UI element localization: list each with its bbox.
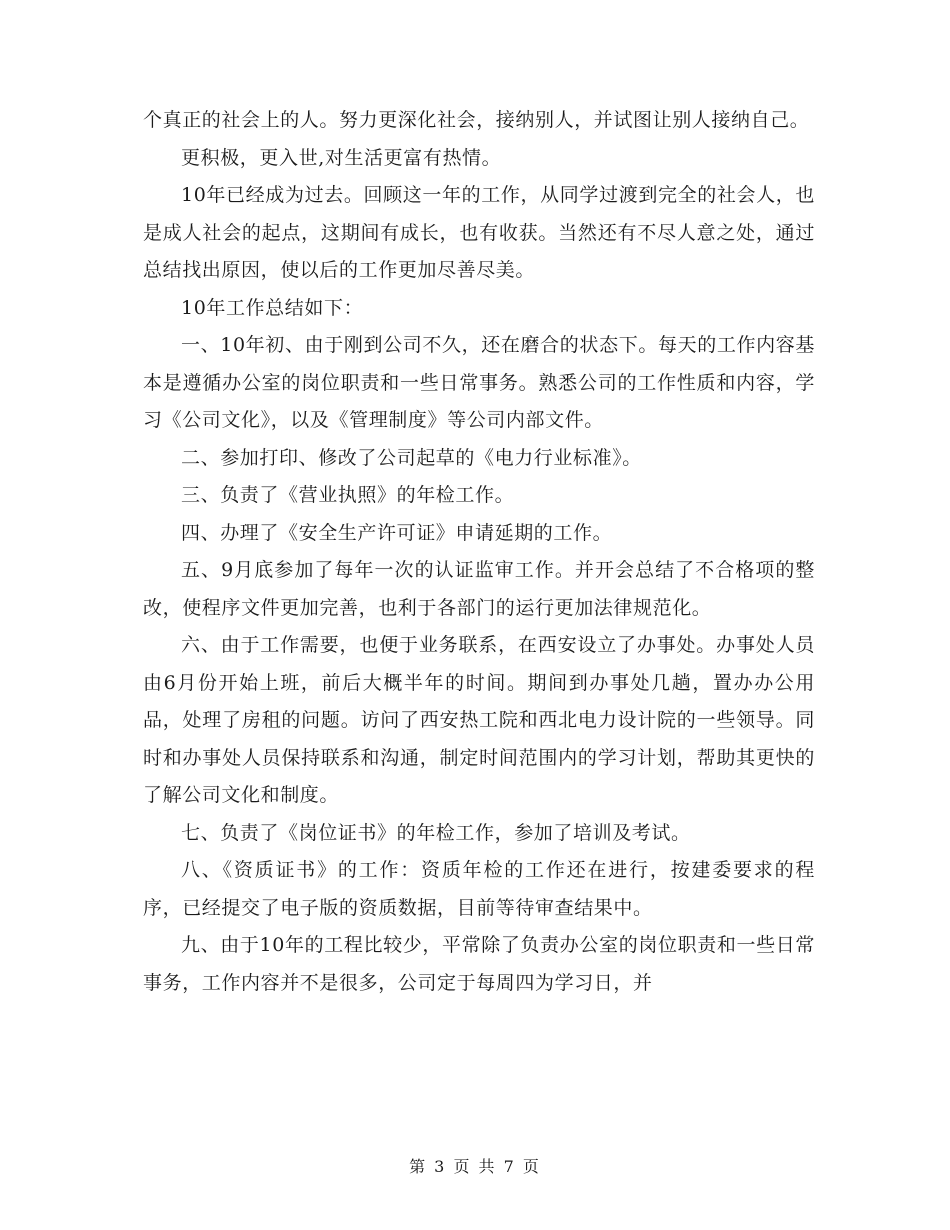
paragraph: 更积极，更入世,对生活更富有热情。 <box>181 146 502 169</box>
paragraph: 10年已经成为过去。回顾这一年的工作，从同学过渡到完全的社会人，也是成人社会的起点，这期间有成长，也有收获。当然还有不尽人意之处，通过总结找出原因，使以后的工作更加尽善尽美。 <box>143 184 815 281</box>
paragraph: 五、9月底参加了每年一次的认证监审工作。并开会总结了不合格项的整改，使程序文件更加完善，也利于各部门的运行更加法律规范化。 <box>143 559 815 619</box>
paragraph: 九、由于10年的工程比较少，平常除了负责办公室的岗位职责和一些日常事务，工作内容并不是很多，公司定于每周四为学习日，并 <box>143 934 815 994</box>
paragraph: 四、办理了《安全生产许可证》申请延期的工作。 <box>181 521 613 544</box>
document-body <box>143 102 815 1002</box>
page-footer <box>0 1154 950 1177</box>
page-number-label: 第 3 页 共 7 页 <box>409 1157 541 1176</box>
paragraph: 六、由于工作需要，也便于业务联系，在西安设立了办事处。办事处人员由6月份开始上班，前后大概半年的时间。期间到办事处几趟，置办办公用品，处理了房租的问题。访问了西安热工院和西北电力设计院的一些领导。同时和办事处人员保持联系和沟通，制定时间范围内的学习计划，帮助其更快的了解公司文化和制度。 <box>143 634 815 806</box>
paragraph: 七、负责了《岗位证书》的年检工作，参加了培训及考试。 <box>181 821 691 844</box>
paragraph: 二、参加打印、修改了公司起草的《电力行业标准》。 <box>181 446 642 469</box>
paragraph: 10年工作总结如下： <box>181 296 364 319</box>
paragraph: 一、10年初、由于刚到公司不久，还在磨合的状态下。每天的工作内容基本是遵循办公室的岗位职责和一些日常事务。熟悉公司的工作性质和内容，学习《公司文化》，以及《管理制度》等公司内部文件。 <box>143 334 815 431</box>
paragraph: 八、《资质证书》的工作：资质年检的工作还在进行，按建委要求的程序，已经提交了电子版的资质数据，目前等待审查结果中。 <box>143 859 815 919</box>
paragraph: 个真正的社会上的人。努力更深化社会，接纳别人，并试图让别人接纳自己。 <box>143 109 810 131</box>
paragraph: 三、负责了《营业执照》的年检工作。 <box>181 484 515 506</box>
